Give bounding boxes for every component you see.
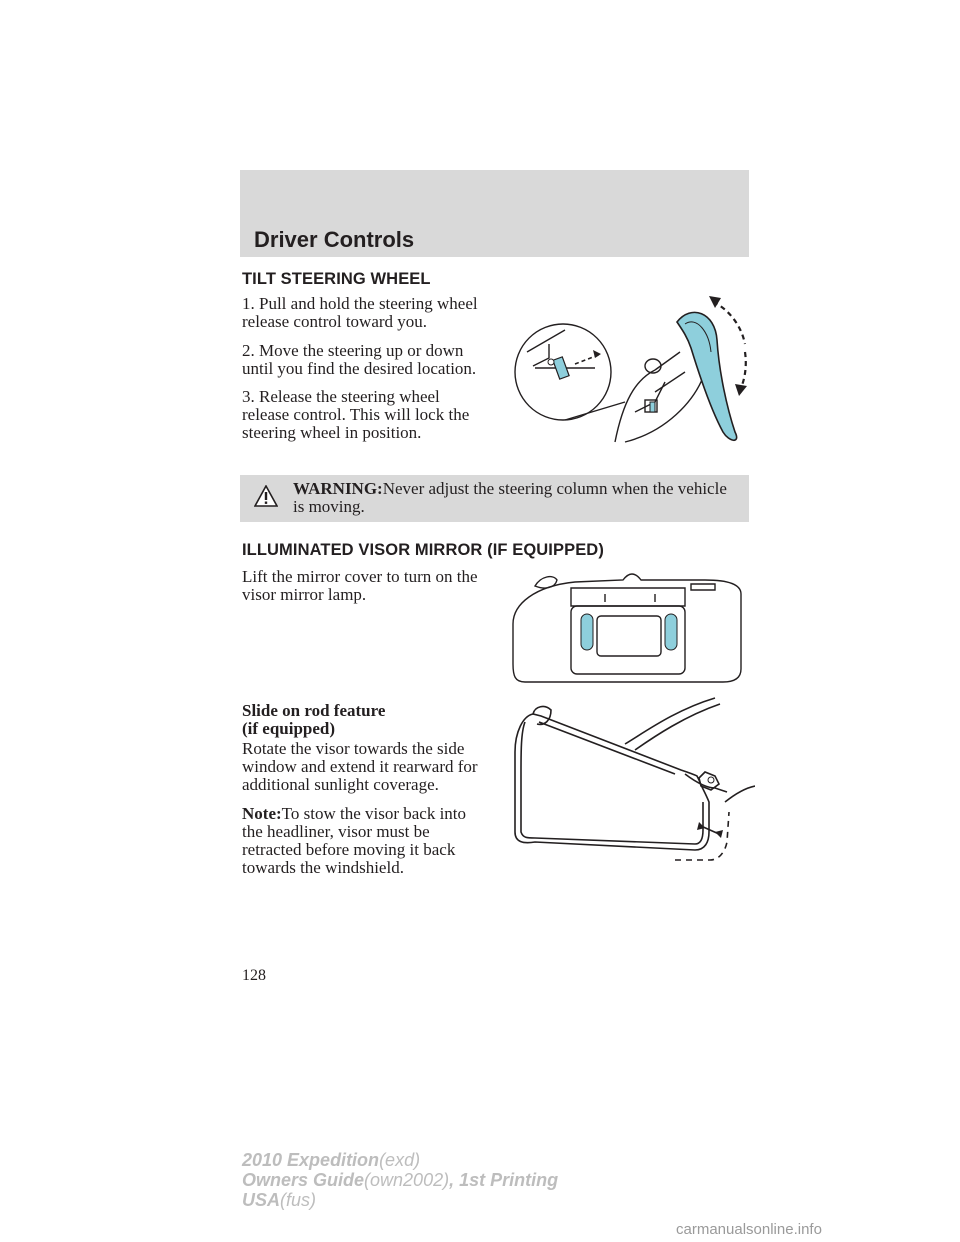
- tilt-step-2: [242, 342, 476, 378]
- tilt-heading: TILT STEERING WHEEL: [242, 270, 431, 288]
- warning-body-2: is moving.: [293, 497, 365, 516]
- note-text: [242, 805, 466, 877]
- footer-market: USA: [242, 1190, 281, 1210]
- steering-wheel-illustration: [505, 292, 765, 452]
- footer-guide-code: (own2002): [364, 1170, 450, 1190]
- note-line-3: retracted before moving it back: [242, 840, 456, 859]
- note-label: Note:: [242, 804, 282, 823]
- section-title: Driver Controls: [254, 227, 415, 252]
- footer-print-info: [242, 1150, 558, 1210]
- footer-printing: , 1st Printing: [449, 1170, 559, 1190]
- visor-intro: [242, 568, 478, 604]
- visor-slide-rod-illustration: [505, 692, 755, 867]
- footer-market-code: (fus): [280, 1190, 317, 1210]
- tilt-step-2-line-2: until you find the desired location.: [242, 359, 477, 378]
- tilt-step-3-line-1: 3. Release the steering wheel: [242, 387, 440, 406]
- warning-label: WARNING:: [293, 479, 383, 498]
- slide-heading: [242, 702, 385, 738]
- note-line-4: towards the windshield.: [242, 858, 404, 877]
- visor-intro-line-1: Lift the mirror cover to turn on the: [242, 567, 478, 586]
- visor-heading: ILLUMINATED VISOR MIRROR (IF EQUIPPED): [242, 541, 604, 559]
- watermark[interactable]: carmanualsonline.info: [676, 1221, 822, 1238]
- slide-heading-line-1: Slide on rod feature: [242, 701, 386, 720]
- section-header-band: [240, 170, 749, 257]
- warning-triangle-icon: [254, 485, 278, 507]
- tilt-step-1-line-1: 1. Pull and hold the steering wheel: [242, 294, 478, 313]
- footer-guide: Owners Guide: [242, 1170, 365, 1190]
- slide-text-line-2: window and extend it rearward for: [242, 757, 478, 776]
- tilt-step-1: [242, 295, 478, 331]
- tilt-step-1-line-2: release control toward you.: [242, 312, 428, 331]
- slide-text-line-3: additional sunlight coverage.: [242, 775, 439, 794]
- slide-heading-line-2: (if equipped): [242, 719, 336, 738]
- tilt-step-3-line-2: release control. This will lock the: [242, 405, 470, 424]
- visor-mirror-illustration: [505, 564, 750, 689]
- note-line-1: To stow the visor back into: [281, 804, 467, 823]
- tilt-step-3-line-3: steering wheel in position.: [242, 423, 422, 442]
- warning-text: [293, 480, 733, 516]
- slide-text: [242, 740, 478, 794]
- visor-intro-line-2: visor mirror lamp.: [242, 585, 367, 604]
- warning-body: Never adjust the steering column when the vehicle: [382, 479, 727, 498]
- footer-model: 2010 Expedition: [242, 1150, 380, 1170]
- slide-text-line-1: Rotate the visor towards the side: [242, 739, 465, 758]
- footer-model-code: (exd): [379, 1150, 421, 1170]
- tilt-step-3: [242, 388, 469, 442]
- page-number: 128: [242, 967, 266, 984]
- tilt-step-2-line-1: 2. Move the steering up or down: [242, 341, 464, 360]
- warning-box: [240, 475, 749, 522]
- note-line-2: the headliner, visor must be: [242, 822, 430, 841]
